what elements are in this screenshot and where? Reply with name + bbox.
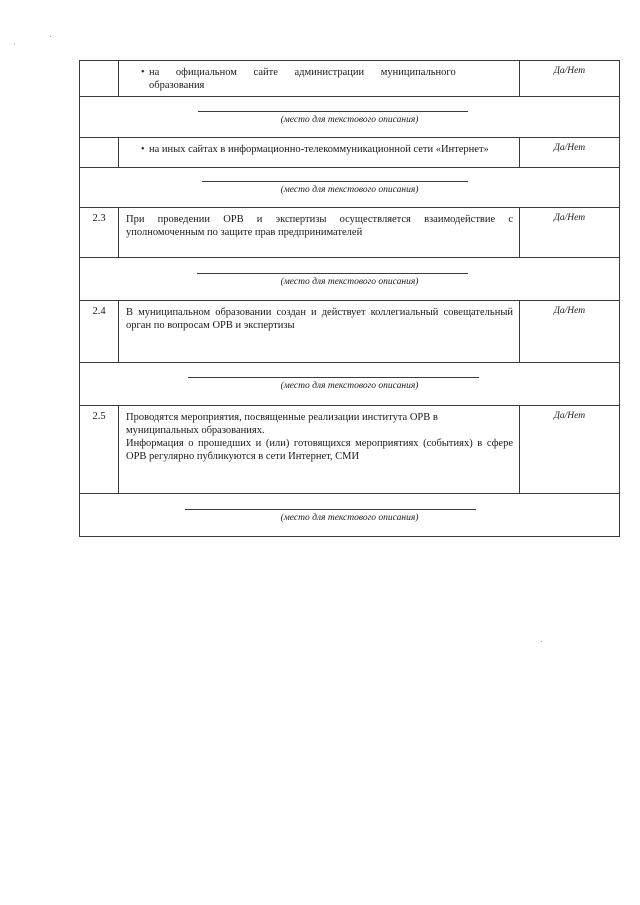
item-number: 2.5 (80, 406, 119, 494)
answer-cell: Да/Нет (520, 61, 620, 97)
bullet-icon: • (141, 67, 145, 78)
description-label: (место для текстового описания) (280, 185, 419, 195)
item-number: 2.4 (80, 301, 119, 363)
scan-speck (541, 641, 542, 642)
table-row (80, 301, 620, 363)
description-cell (80, 363, 620, 406)
description-label: (место для текстового описания) (280, 115, 419, 125)
item-text-cell (119, 138, 520, 168)
description-cell (80, 168, 620, 208)
description-cell (80, 494, 620, 537)
item-text: Проводятся мероприятия, посвященные реализации института ОРВ в муниципальных образованиях. (126, 412, 438, 436)
description-line (188, 377, 479, 378)
assessment-table (79, 60, 620, 537)
table-row (80, 258, 620, 301)
answer-cell: Да/Нет (520, 301, 620, 363)
item-text: При проведении ОРВ и экспертизы осуществляется взаимодействие с уполномоченным по защите прав предпринимателей (126, 214, 513, 238)
item-text: на официальном сайте администрации муниципального образования (149, 67, 456, 91)
description-line (185, 509, 476, 510)
item-text-cell (119, 301, 520, 363)
item-text-cell (119, 61, 520, 97)
table-row (80, 168, 620, 208)
scan-speck (14, 44, 15, 45)
description-label: (место для текстового описания) (280, 513, 419, 523)
scan-speck (50, 36, 51, 37)
item-number: 2.3 (80, 208, 119, 258)
table-row (80, 97, 620, 138)
item-text-cell (119, 208, 520, 258)
item-number (80, 61, 119, 97)
table-row (80, 208, 620, 258)
table-row (80, 363, 620, 406)
description-label: (место для текстового описания) (280, 381, 419, 391)
item-number (80, 138, 119, 168)
answer-cell: Да/Нет (520, 138, 620, 168)
item-text-continued: Информация о прошедших и (или) готовящихся мероприятиях (событиях) в сфере ОРВ регулярно публикуются в сети Интернет, СМИ (126, 438, 513, 462)
description-cell (80, 258, 620, 301)
item-text: на иных сайтах в информационно-телекоммуникационной сети «Интернет» (149, 144, 489, 155)
table-row (80, 406, 620, 494)
description-line (198, 111, 468, 112)
bullet-icon: • (141, 144, 145, 155)
answer-cell: Да/Нет (520, 208, 620, 258)
table-row (80, 138, 620, 168)
description-line (197, 273, 468, 274)
table-row (80, 61, 620, 97)
description-line (202, 181, 468, 182)
item-text: В муниципальном образовании создан и действует коллегиальный совещательный орган по вопросам ОРВ и экспертизы (126, 307, 513, 331)
item-text-cell (119, 406, 520, 494)
description-cell (80, 97, 620, 138)
description-label: (место для текстового описания) (280, 277, 419, 287)
table-row (80, 494, 620, 537)
answer-cell: Да/Нет (520, 406, 620, 494)
